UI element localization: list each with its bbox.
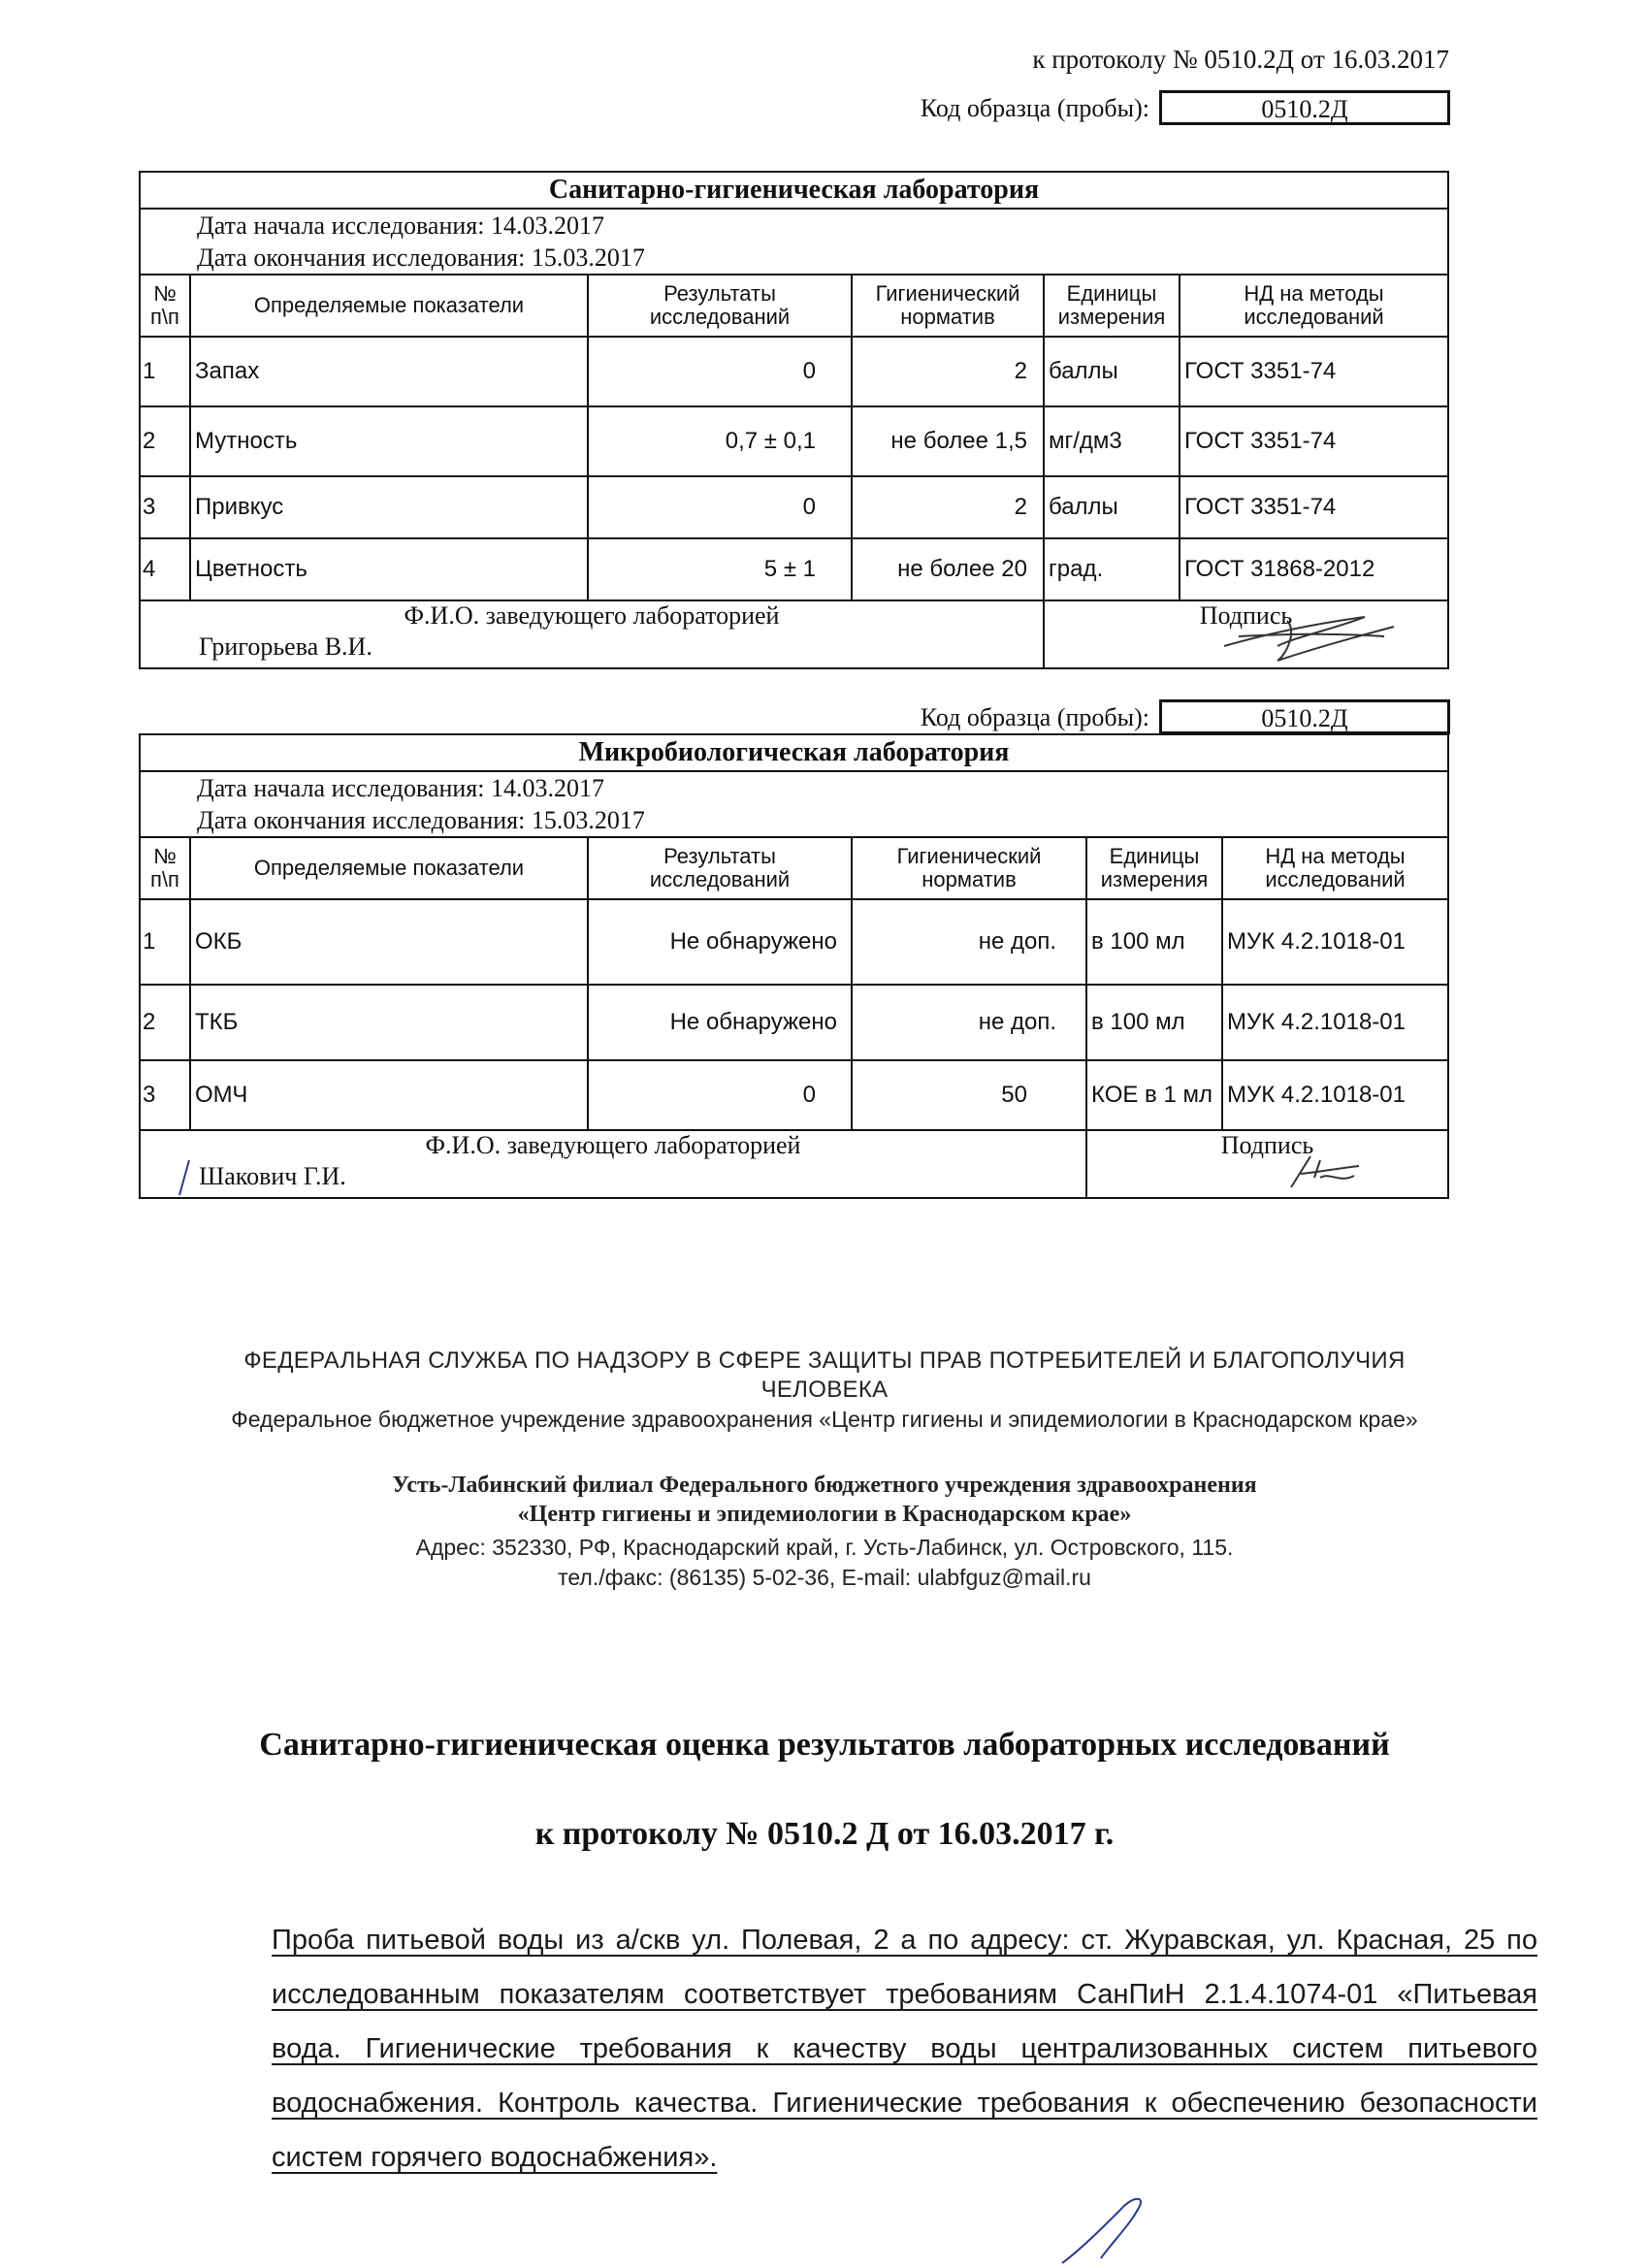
lab-title: Санитарно-гигиеническая лаборатория bbox=[140, 172, 1448, 209]
sample-code-label: Код образца (пробы): bbox=[920, 94, 1149, 122]
table-row bbox=[140, 1060, 1448, 1130]
row-unit: КОЕ в 1 мл bbox=[1086, 1060, 1222, 1130]
row-indicator: ОКБ bbox=[190, 899, 588, 985]
row-method: ГОСТ 3351-74 bbox=[1180, 337, 1448, 406]
head-label: Ф.И.О. заведующего лабораторией bbox=[425, 1131, 801, 1159]
row-num: 2 bbox=[140, 406, 190, 476]
head-name: Григорьева В.И. bbox=[199, 632, 372, 661]
row-unit: в 100 мл bbox=[1086, 985, 1222, 1060]
col-indicator: Определяемые показатели bbox=[190, 275, 588, 337]
row-result: 5 ± 1 bbox=[588, 538, 852, 600]
col-norm: Гигиенический норматив bbox=[852, 837, 1086, 899]
col-result: Результаты исследований bbox=[588, 275, 852, 337]
row-method: МУК 4.2.1018-01 bbox=[1222, 899, 1448, 985]
head-cell bbox=[140, 1130, 1086, 1198]
assessment-title: Санитарно-гигиеническая оценка результатов лабораторных исследований bbox=[259, 1727, 1390, 1763]
lab-dates bbox=[140, 209, 1448, 275]
table-row bbox=[140, 476, 1448, 538]
row-num: 2 bbox=[140, 985, 190, 1060]
col-method: НД на методы исследований bbox=[1222, 837, 1448, 899]
start-date: Дата начала исследования: 14.03.2017 bbox=[197, 774, 604, 802]
org-federal-service: ФЕДЕРАЛЬНАЯ СЛУЖБА ПО НАДЗОРУ В СФЕРЕ ЗАЩИТЫ ПРАВ ПОТРЕБИТЕЛЕЙ И БЛАГОПОЛУЧИЯ ЧЕЛОВЕКА bbox=[243, 1347, 1406, 1403]
org-contacts bbox=[194, 1533, 1455, 1593]
row-num: 1 bbox=[140, 337, 190, 406]
row-result: 0 bbox=[588, 337, 852, 406]
col-result: Результаты исследований bbox=[588, 837, 852, 899]
row-method: ГОСТ 3351-74 bbox=[1180, 476, 1448, 538]
signature-label: Подпись bbox=[1220, 1131, 1314, 1159]
sample-code-line bbox=[141, 699, 1450, 736]
row-indicator: ОМЧ bbox=[190, 1060, 588, 1130]
org-branch-line1: Усть-Лабинский филиал Федерального бюджетного учреждения здравоохранения bbox=[392, 1473, 1257, 1498]
signature-cell bbox=[1086, 1130, 1448, 1198]
row-result: Не обнаружено bbox=[588, 985, 852, 1060]
row-method: ГОСТ 3351-74 bbox=[1180, 406, 1448, 476]
row-norm: не более 20 bbox=[852, 538, 1044, 600]
row-num: 3 bbox=[140, 1060, 190, 1130]
org-branch bbox=[194, 1471, 1455, 1529]
row-unit: мг/дм3 bbox=[1044, 406, 1180, 476]
row-method: МУК 4.2.1018-01 bbox=[1222, 1060, 1448, 1130]
row-indicator: Мутность bbox=[190, 406, 588, 476]
protocol-reference: к протоколу № 0510.2Д от 16.03.2017 bbox=[1032, 45, 1449, 74]
row-unit: в 100 мл bbox=[1086, 899, 1222, 985]
row-norm: 2 bbox=[852, 337, 1044, 406]
row-num: 1 bbox=[140, 899, 190, 985]
row-norm: не доп. bbox=[852, 985, 1086, 1060]
sample-code-value: 0510.2Д bbox=[1159, 699, 1450, 734]
sample-code-label: Код образца (пробы): bbox=[920, 703, 1149, 731]
sanitary-lab-table bbox=[139, 171, 1449, 669]
start-date: Дата начала исследования: 14.03.2017 bbox=[197, 211, 604, 240]
signature-image bbox=[1219, 607, 1404, 665]
row-norm: не более 1,5 bbox=[852, 406, 1044, 476]
table-row bbox=[140, 406, 1448, 476]
row-num: 3 bbox=[140, 476, 190, 538]
row-result: 0 bbox=[588, 476, 852, 538]
signature-row bbox=[140, 1130, 1448, 1198]
col-norm: Гигиенический норматив bbox=[852, 275, 1044, 337]
row-norm: не доп. bbox=[852, 899, 1086, 985]
sample-code-line bbox=[141, 90, 1450, 127]
col-method: НД на методы исследований bbox=[1180, 275, 1448, 337]
head-name: Шакович Г.И. bbox=[199, 1162, 346, 1190]
row-norm: 50 bbox=[852, 1060, 1086, 1130]
org-center: Федеральное бюджетное учреждение здравоохранения «Центр гигиены и эпидемиологии в Краснодарском крае» bbox=[231, 1407, 1418, 1432]
row-method: ГОСТ 31868-2012 bbox=[1180, 538, 1448, 600]
micro-lab-table bbox=[139, 733, 1449, 1199]
col-num: № п\п bbox=[140, 837, 190, 899]
table-header-row bbox=[140, 837, 1448, 899]
row-unit: баллы bbox=[1044, 337, 1180, 406]
signature-row bbox=[140, 600, 1448, 668]
assessment-text: Проба питьевой воды из а/скв ул. Полевая, 2 а по адресу: ст. Журавская, ул. Красная, 25 по исследованным показателям соответствует требованиям СанПиН 2.1.4.1074-01 «Питьевая вода. Гигиенические требования к качеству воды централизованных систем питьевого водоснабжения. Контроль качества. Гигиенические требования к обеспечению безопасности систем горячего водоснабжения». bbox=[272, 1925, 1537, 2173]
col-indicator: Определяемые показатели bbox=[190, 837, 588, 899]
row-num: 4 bbox=[140, 538, 190, 600]
head-label: Ф.И.О. заведующего лабораторией bbox=[404, 601, 780, 630]
org-branch-line2: «Центр гигиены и эпидемиологии в Краснодарском крае» bbox=[517, 1502, 1132, 1527]
table-header-row bbox=[140, 275, 1448, 337]
row-unit: баллы bbox=[1044, 476, 1180, 538]
col-num: № п\п bbox=[140, 275, 190, 337]
table-row bbox=[140, 538, 1448, 600]
row-indicator: Запах bbox=[190, 337, 588, 406]
row-indicator: Цветность bbox=[190, 538, 588, 600]
table-row bbox=[140, 985, 1448, 1060]
signature-cell bbox=[1044, 600, 1448, 668]
col-unit: Единицы измерения bbox=[1086, 837, 1222, 899]
org-address: Адрес: 352330, РФ, Краснодарский край, г. Усть-Лабинск, ул. Островского, 115. bbox=[415, 1535, 1234, 1560]
row-result: 0 bbox=[588, 1060, 852, 1130]
org-phone-email: тел./факс: (86135) 5-02-36, E-mail: ulabfguz@mail.ru bbox=[558, 1565, 1091, 1590]
table-row bbox=[140, 899, 1448, 985]
table-row bbox=[140, 337, 1448, 406]
row-method: МУК 4.2.1018-01 bbox=[1222, 985, 1448, 1060]
row-indicator: Привкус bbox=[190, 476, 588, 538]
end-date: Дата окончания исследования: 15.03.2017 bbox=[197, 243, 645, 272]
lab-title: Микробиологическая лаборатория bbox=[140, 734, 1448, 771]
sample-code-value: 0510.2Д bbox=[1159, 90, 1450, 125]
check-mark-icon bbox=[176, 1158, 195, 1197]
assessment-subtitle: к протоколу № 0510.2 Д от 16.03.2017 г. bbox=[534, 1816, 1115, 1852]
signature-label: Подпись bbox=[1199, 601, 1293, 630]
signature-image bbox=[1052, 2190, 1159, 2268]
end-date: Дата окончания исследования: 15.03.2017 bbox=[197, 806, 645, 834]
row-norm: 2 bbox=[852, 476, 1044, 538]
row-result: 0,7 ± 0,1 bbox=[588, 406, 852, 476]
signature-image bbox=[1281, 1149, 1369, 1197]
head-cell bbox=[140, 600, 1044, 668]
row-indicator: ТКБ bbox=[190, 985, 588, 1060]
col-unit: Единицы измерения bbox=[1044, 275, 1180, 337]
lab-dates bbox=[140, 771, 1448, 837]
row-result: Не обнаружено bbox=[588, 899, 852, 985]
row-unit: град. bbox=[1044, 538, 1180, 600]
